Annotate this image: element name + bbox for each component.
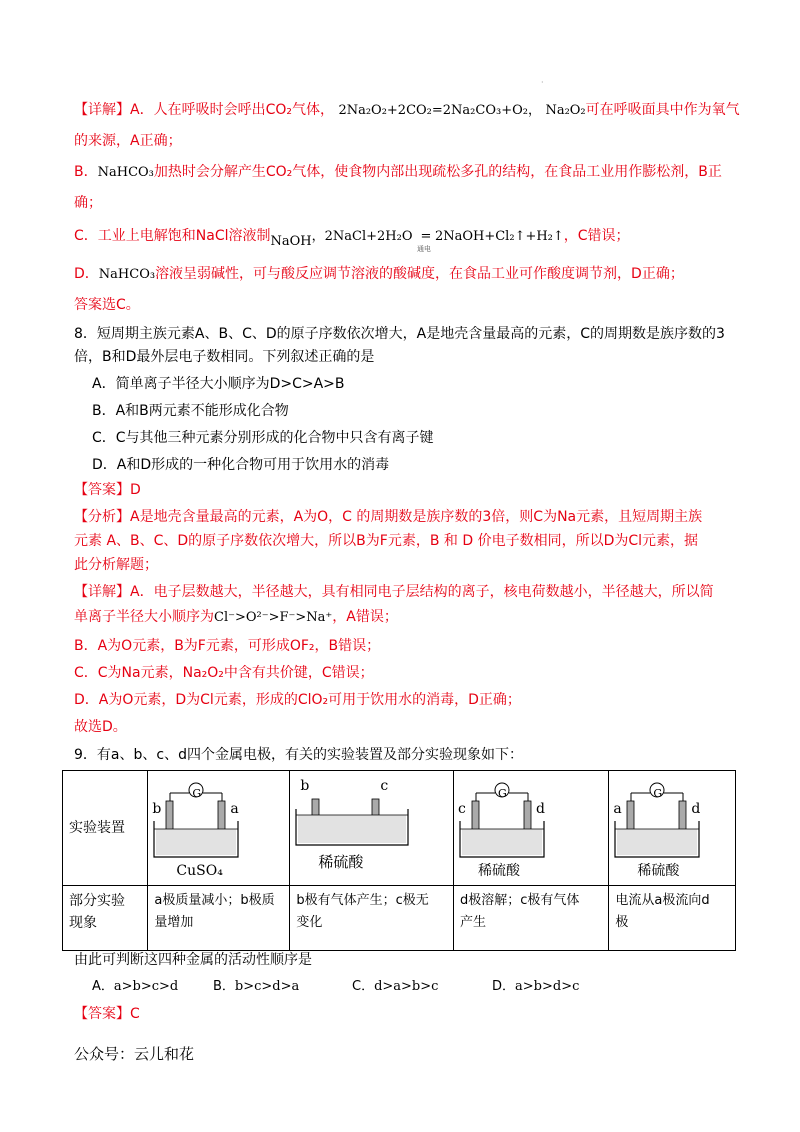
row-head-line-2: 现象: [69, 915, 97, 931]
q8-detail-c: C．C为Na元素，Na₂O₂中含有共价键，C错误；: [74, 665, 374, 681]
option-value: a>b>c>d: [113, 979, 179, 994]
detail7-line-d: [74, 264, 730, 285]
detail7-c-reactants: ，2NaCl+2H₂O: [311, 229, 413, 244]
q8-detail-1: 【详解】A．电子层数越大，半径越大，具有相同电子层结构的离子，核电荷数越小，半径越大，所以简: [74, 584, 714, 600]
q8-analysis-1: 【分析】A是地壳含量最高的元素，A为O，C 的周期数是族序数的3倍，则C为Na元素，且短周期主族: [74, 509, 703, 525]
option-letter: C．: [352, 979, 375, 994]
apparatus-2: [290, 771, 454, 886]
detail7-b-text2: 加热时会分解产生CO₂气体，使食物内部出现疏松多孔的结构，在食品工业用作膨松剂，B正: [153, 164, 722, 180]
q9-answer: [74, 1004, 730, 1024]
detail7-line-a: [74, 100, 740, 121]
answer-label: 【答案】: [74, 1006, 130, 1022]
detail7-line-c: [74, 226, 730, 253]
detail7-a-text3: 可在呼吸面具中作为氧气: [585, 102, 740, 118]
q8-answer: [74, 480, 730, 500]
detail7-c-naoh: NaOH: [270, 234, 312, 249]
stray-dot: ·: [541, 78, 544, 87]
option-value: d>a>b>c: [374, 979, 439, 994]
detail7-d-text1: D．: [74, 266, 99, 282]
q8-detail-2-text: 单离子半径大小顺序为: [74, 609, 214, 625]
observation-3-line-1: d极溶解；c极有气体: [460, 893, 580, 908]
electrode-left-label: b: [300, 778, 310, 794]
q8-detail-b: B．A为O元素，B为F元素，可形成OF₂，B错误；: [74, 638, 381, 654]
q8-option-d: D．A和D形成的一种化合物可用于饮用水的消毒: [92, 457, 390, 473]
apparatus-1: [148, 771, 290, 886]
detail7-c-condition: 通电: [416, 245, 431, 253]
observation-1: [148, 886, 290, 951]
q8-analysis-2: 元素 A、B、C、D的原子序数依次增大，所以B为F元素，B 和 D 价电子数相同，所以D为Cl元素，据: [74, 533, 699, 549]
detail7-d-formula: NaHCO₃: [98, 267, 156, 282]
q8-detail-2-formula: Cl⁻>O²⁻>F⁻>Na⁺: [214, 610, 333, 625]
q9-option-a: [92, 975, 178, 994]
row-head-line-1: 部分实验: [69, 893, 125, 909]
electrode-left-label: a: [613, 801, 622, 817]
detail7-line-b2: 确；: [74, 195, 102, 211]
q8-detail-d: D．A为O元素，D为Cl元素，形成的ClO₂可用于饮用水的消毒，D正确；: [74, 692, 521, 708]
option-letter: B．: [213, 979, 235, 994]
meter-label: G: [192, 787, 202, 800]
detail7-b-formula: NaHCO₃: [97, 165, 154, 180]
detail7-a-formula: 2Na₂O₂+2CO₂=2Na₂CO₃+O₂，: [338, 103, 541, 118]
table-row: [63, 886, 736, 951]
option-value: b>c>d>a: [234, 979, 300, 994]
detail7-c-text2: ，C错误；: [563, 228, 630, 244]
apparatus-4: [609, 771, 736, 886]
detail7-a-text: A．人在呼吸时会呼出CO₂气体，: [130, 102, 334, 118]
detail7-c-arrow: = 通电: [417, 226, 435, 247]
detail7-b-text1: B．: [74, 164, 98, 180]
option-letter: A．: [92, 979, 114, 994]
q8-detail-2: [74, 607, 730, 628]
apparatus-3-diagram: [454, 771, 604, 885]
q9-option-b: [213, 975, 299, 994]
answer-value: C: [130, 1006, 140, 1022]
electrode-right-label: d: [691, 801, 701, 817]
observation-3-line-2: 产生: [460, 915, 487, 930]
q8-analysis-3: 此分析解题；: [74, 557, 158, 573]
meter-label: G: [498, 787, 507, 800]
q8-option-c: C．C与其他三种元素分别形成的化合物中只含有离子键: [92, 430, 434, 446]
detail-label: 【详解】: [74, 102, 130, 118]
answer-label: 【答案】: [74, 482, 130, 498]
q9-stem: 9．有a、b、c、d四个金属电极，有关的实验装置及部分实验现象如下：: [74, 747, 523, 763]
option-value: a>b>d>c: [515, 979, 580, 994]
q9-question: 由此可判断这四种金属的活动性顺序是: [74, 952, 312, 968]
table-row: [63, 771, 736, 886]
electrode-right-label: c: [380, 778, 389, 794]
apparatus-3: [454, 771, 609, 886]
observation-4: [609, 886, 736, 951]
q8-option-a: A．简单离子半径大小顺序为D>C>A>B: [92, 376, 345, 392]
solution-label: 稀硫酸: [318, 853, 364, 871]
observation-1-line-2: 量增加: [154, 915, 194, 930]
detail7-c-text1: C．工业上电解饱和NaCl溶液制: [74, 228, 271, 244]
answer-value: D: [130, 482, 141, 498]
detail7-line-b: [74, 162, 730, 183]
experiment-table: [62, 770, 736, 951]
apparatus-2-diagram: [290, 771, 448, 885]
q8-stem-1: 8．短周期主族元素A、B、C、D的原子序数依次增大，A是地壳含量最高的元素，C的周期数是族序数的3: [74, 326, 725, 342]
detail7-c-products: 2NaOH+Cl₂↑+H₂↑: [434, 229, 564, 244]
electrode-left-label: b: [152, 801, 162, 817]
meter-label: G: [653, 787, 663, 800]
observation-1-line-1: a极质量减小；b极质: [154, 893, 275, 908]
q8-option-b: B．A和B两元素不能形成化合物: [92, 403, 289, 419]
electrode-left-label: c: [458, 801, 466, 817]
option-letter: D．: [492, 979, 516, 994]
detail7-a-na2o2: Na₂O₂: [545, 103, 586, 118]
detail7-line-a2: 的来源，A正确；: [74, 133, 182, 149]
observation-3: [454, 886, 609, 951]
q8-conclusion: 故选D。: [74, 719, 127, 735]
electrode-right-label: a: [230, 801, 239, 817]
detail7-d-text2: 溶液呈弱碱性，可与酸反应调节溶液的酸碱度，在食品工业可作酸度调节剂，D正确；: [155, 266, 684, 282]
q8-detail-2-end: ，A错误；: [332, 609, 398, 625]
detail7-answer: 答案选C。: [74, 297, 140, 313]
solution-label: CuSO₄: [176, 863, 223, 879]
observation-2: [290, 886, 454, 951]
solution-label: 稀硫酸: [478, 863, 521, 879]
observation-2-line-2: 变化: [296, 915, 323, 930]
q8-stem-2: 倍，B和D最外层电子数相同。下列叙述正确的是: [74, 349, 375, 365]
footer-account: 公众号：云儿和花: [74, 1045, 195, 1063]
observation-2-line-1: b极有气体产生；c极无: [296, 893, 429, 908]
row-head-observations: [63, 886, 148, 951]
observation-4-line-1: 电流从a极流向d: [615, 893, 710, 908]
q9-option-d: [492, 975, 579, 994]
solution-label: 稀硫酸: [637, 863, 680, 879]
electrode-right-label: d: [536, 801, 545, 817]
q9-option-c: [352, 975, 438, 994]
row-head-apparatus: 实验装置: [63, 771, 148, 886]
observation-4-line-2: 极: [615, 915, 629, 930]
